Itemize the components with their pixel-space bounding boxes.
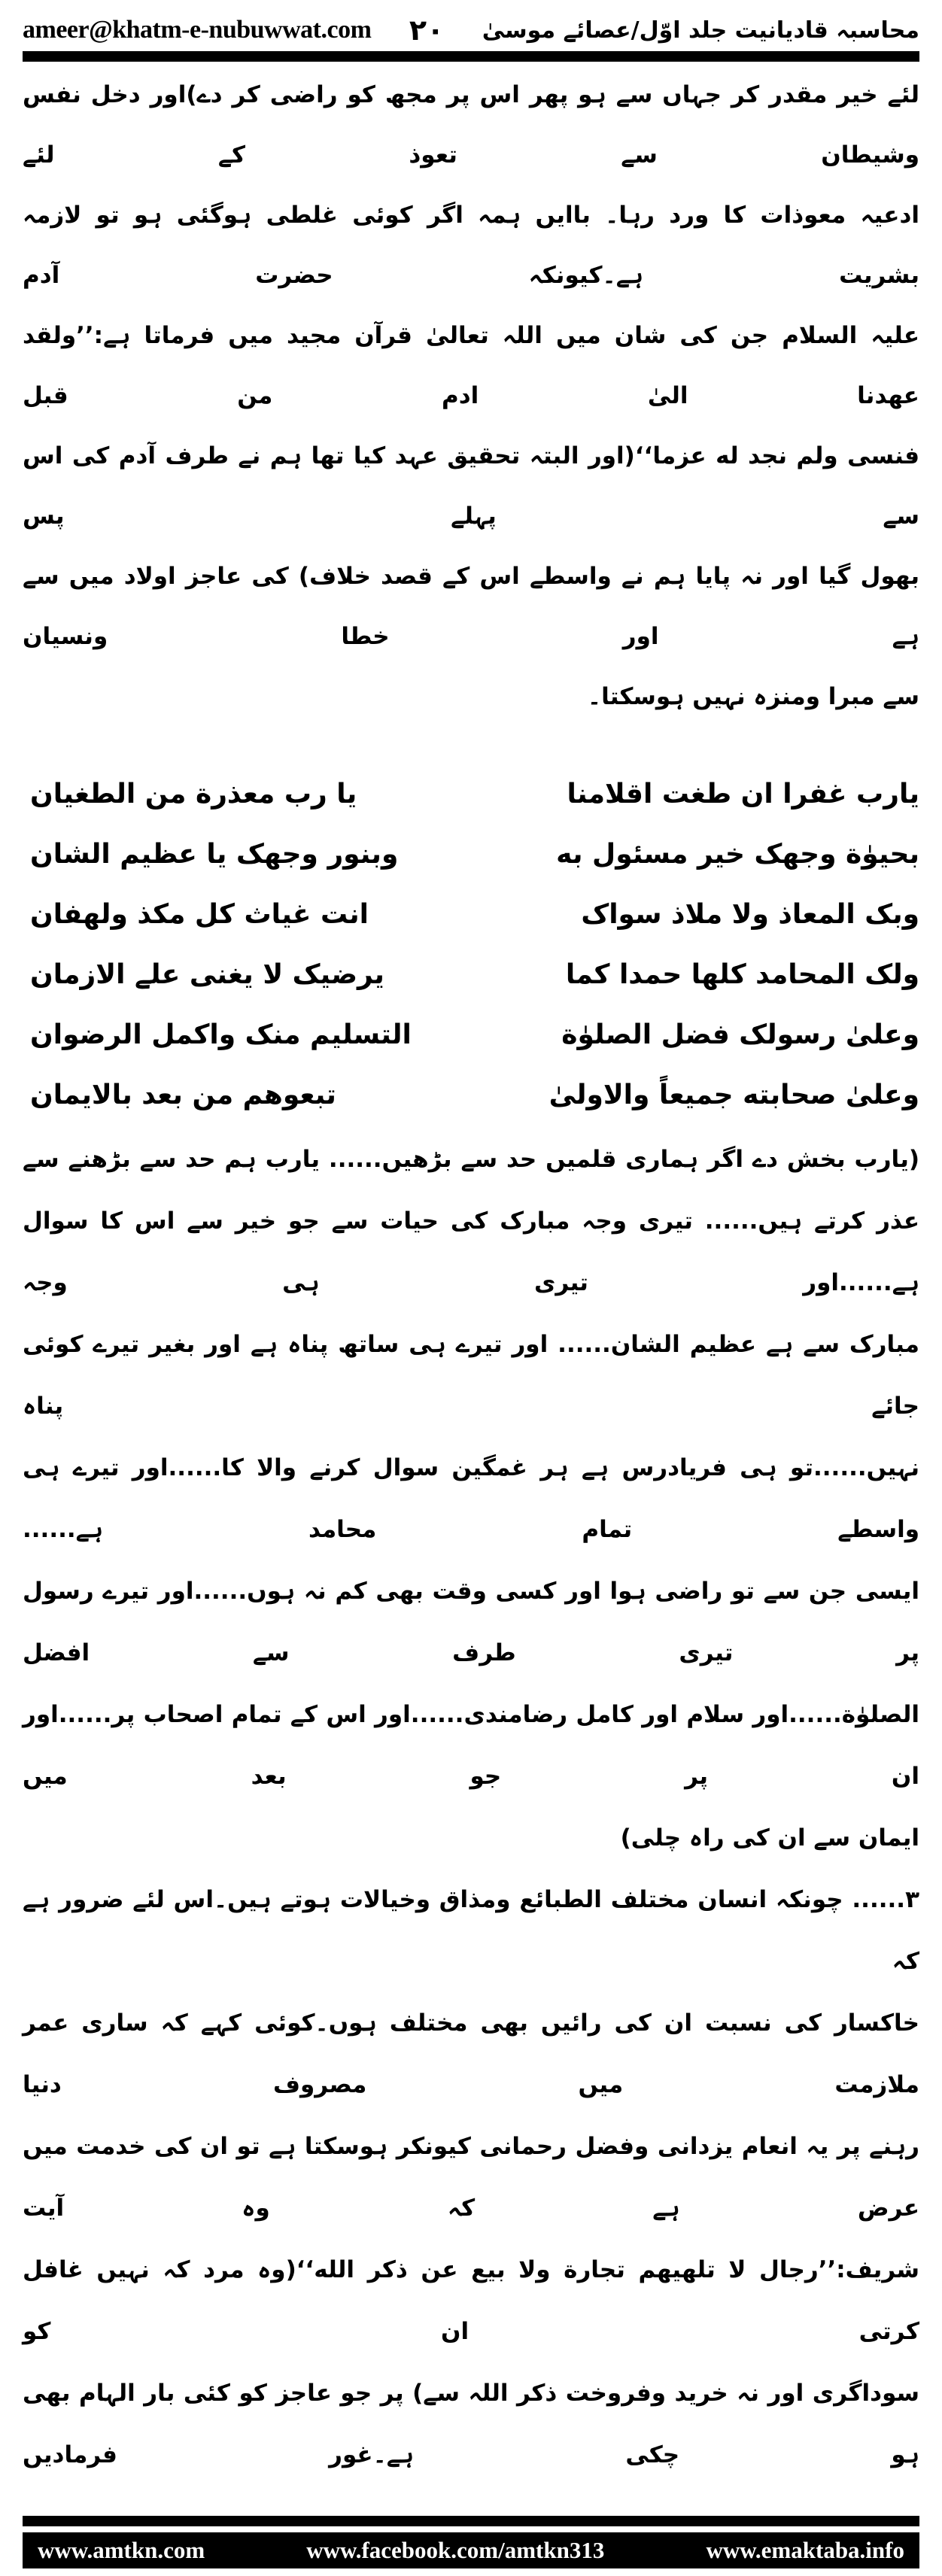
- hemistich-left: یا رب معذرة من الطغیان: [30, 779, 357, 810]
- poem-verse: [30, 1005, 919, 1065]
- text-line: نہیں......تو ہی فریادرس ہے ہر غمگین سوال کرنے والا کا......اور تیرے ہی واسطے تمام محامد ہے......: [23, 1454, 919, 1543]
- hemistich-left: انت غیاث کل مکذ ولهفان: [30, 899, 369, 930]
- text-line: شریف:’’رجال لا تلهیهم تجارة ولا بیع عن ذکر الله‘‘(وہ مرد کہ نہیں غافل کرتی ان کو: [23, 2256, 919, 2345]
- hemistich-right: ولک المحامد کلها حمدا کما: [565, 959, 919, 990]
- text-line: بھول گیا اور نہ پایا ہم نے واسطے اس کے قصد خلاف) کی عاجز اولاد میں سے ہے اور خطا ونسیان: [23, 563, 919, 650]
- text-line: الصلوٰة......اور سلام اور کامل رضامندی......اور اس کے تمام اصحاب پر......اور ان پر جو بعد میں: [23, 1701, 919, 1790]
- poem-verse: [30, 825, 919, 885]
- text-line: مبارک سے ہے عظیم الشان...... اور تیرے ہی ساتھ پناہ ہے اور بغیر تیرے کوئی جائے پناہ: [23, 1331, 919, 1420]
- text-line: علیہ السلام جن کی شان میں اللہ تعالیٰ قرآن مجید میں فرماتا ہے:’’ولقد عهدنا الیٰ ادم من قبل: [23, 322, 919, 409]
- poem-verse: [30, 764, 919, 825]
- hemistich-right: وعلیٰ رسولک فضل الصلوٰة: [561, 1019, 919, 1050]
- text-line: لئے خیر مقدر کر جہاں سے ہو پھر اس پر مجھ کو راضی کر دے)اور دخل نفس وشیطان سے تعوذ کے لئے: [23, 81, 919, 169]
- prose: [23, 1129, 919, 2486]
- text-line: خاکسار کی نسبت ان کی رائیں بھی مختلف ہوں۔کوئی کہے کہ ساری عمر ملازمت میں مصروف دنیا: [23, 2009, 919, 2098]
- text-line: عذر کرتے ہیں...... تیری وجہ مبارک کی حیات سے جو خیر سے اس کا سوال ہے......اور تیری ہی وجہ: [23, 1208, 919, 1296]
- text-line: ۳...... چونکہ انسان مختلف الطبائع ومذاق وخیالات ہوتے ہیں۔اس لئے ضرور ہے کہ: [23, 1886, 919, 1975]
- poem-verse: [30, 1065, 919, 1125]
- hemistich-left: یرضیک لا یغنی علے الازمان: [30, 959, 384, 990]
- paragraph-1: [23, 65, 919, 727]
- hemistich-right: وعلیٰ صحابته جمیعاً والاولیٰ: [548, 1080, 919, 1110]
- footer-rule: [23, 2516, 919, 2526]
- text-line: سوداگری اور نہ خرید وفروخت ذکر اللہ سے) پر جو عاجز کو کئی بار الہام بھی ہو چکی ہے۔غور فرمادیں: [23, 2380, 919, 2468]
- text-line: (یارب بخش دے اگر ہماری قلمیں حد سے بڑھیں...... یارب ہم حد سے بڑھنے سے: [23, 1146, 919, 1173]
- header-rule: [23, 51, 919, 62]
- text-line: رہنے پر یہ انعام یزدانی وفضل رحمانی کیونکر ہوسکتا ہے تو ان کی خدمت میں عرض ہے کہ وہ آیت: [23, 2133, 919, 2222]
- poem-verse: [30, 945, 919, 1005]
- hemistich-left: وبنور وجهک یا عظیم الشان: [30, 839, 399, 870]
- hemistich-right: وبک المعاذ ولا ملاذ سواک: [581, 899, 919, 930]
- page-header: [23, 9, 919, 51]
- poem: [23, 764, 919, 1125]
- text-line: ادعیہ معوذات کا ورد رہا۔ باایں ہمہ اگر کوئی غلطی ہوگئی ہو تو لازمہ بشریت ہے۔کیونکہ حضرت آدم: [23, 202, 919, 289]
- hemistich-left: تبعوهم من بعد بالایمان: [30, 1080, 336, 1110]
- footer-link-emaktaba[interactable]: www.emaktaba.info: [706, 2537, 904, 2563]
- page-footer: [23, 2532, 919, 2568]
- hemistich-right: بحیوٰة وجهک خیر مسئول به: [556, 839, 919, 870]
- hemistich-left: التسلیم منک واکمل الرضوان: [30, 1019, 412, 1050]
- text-line: ایمان سے ان کی راہ چلی): [620, 1824, 919, 1852]
- text-line: سے مبرا ومنزہ نہیں ہوسکتا۔: [587, 683, 919, 710]
- text-line: ایسی جن سے تو راضی ہوا اور کسی وقت بھی کم نہ ہوں......اور تیرے رسول پر تیری طرف سے افضل: [23, 1578, 919, 1666]
- footer-link-amtkn[interactable]: www.amtkn.com: [38, 2537, 205, 2563]
- footer-link-facebook[interactable]: www.facebook.com/amtkn313: [306, 2537, 605, 2563]
- poem-verse: [30, 885, 919, 945]
- hemistich-right: یارب غفرا ان طغت اقلامنا: [567, 779, 919, 810]
- page-number: ۲۰: [409, 14, 445, 47]
- header-email[interactable]: ameer@khatm-e-nubuwwat.com: [23, 16, 372, 44]
- text-line: فنسی ولم نجد له عزما‘‘(اور البتہ تحقیق عہد کیا تھا ہم نے طرف آدم کی اس سے پہلے پس: [23, 442, 919, 530]
- book-title: محاسبہ قادیانیت جلد اوّل/عصائے موسیٰ: [482, 17, 919, 44]
